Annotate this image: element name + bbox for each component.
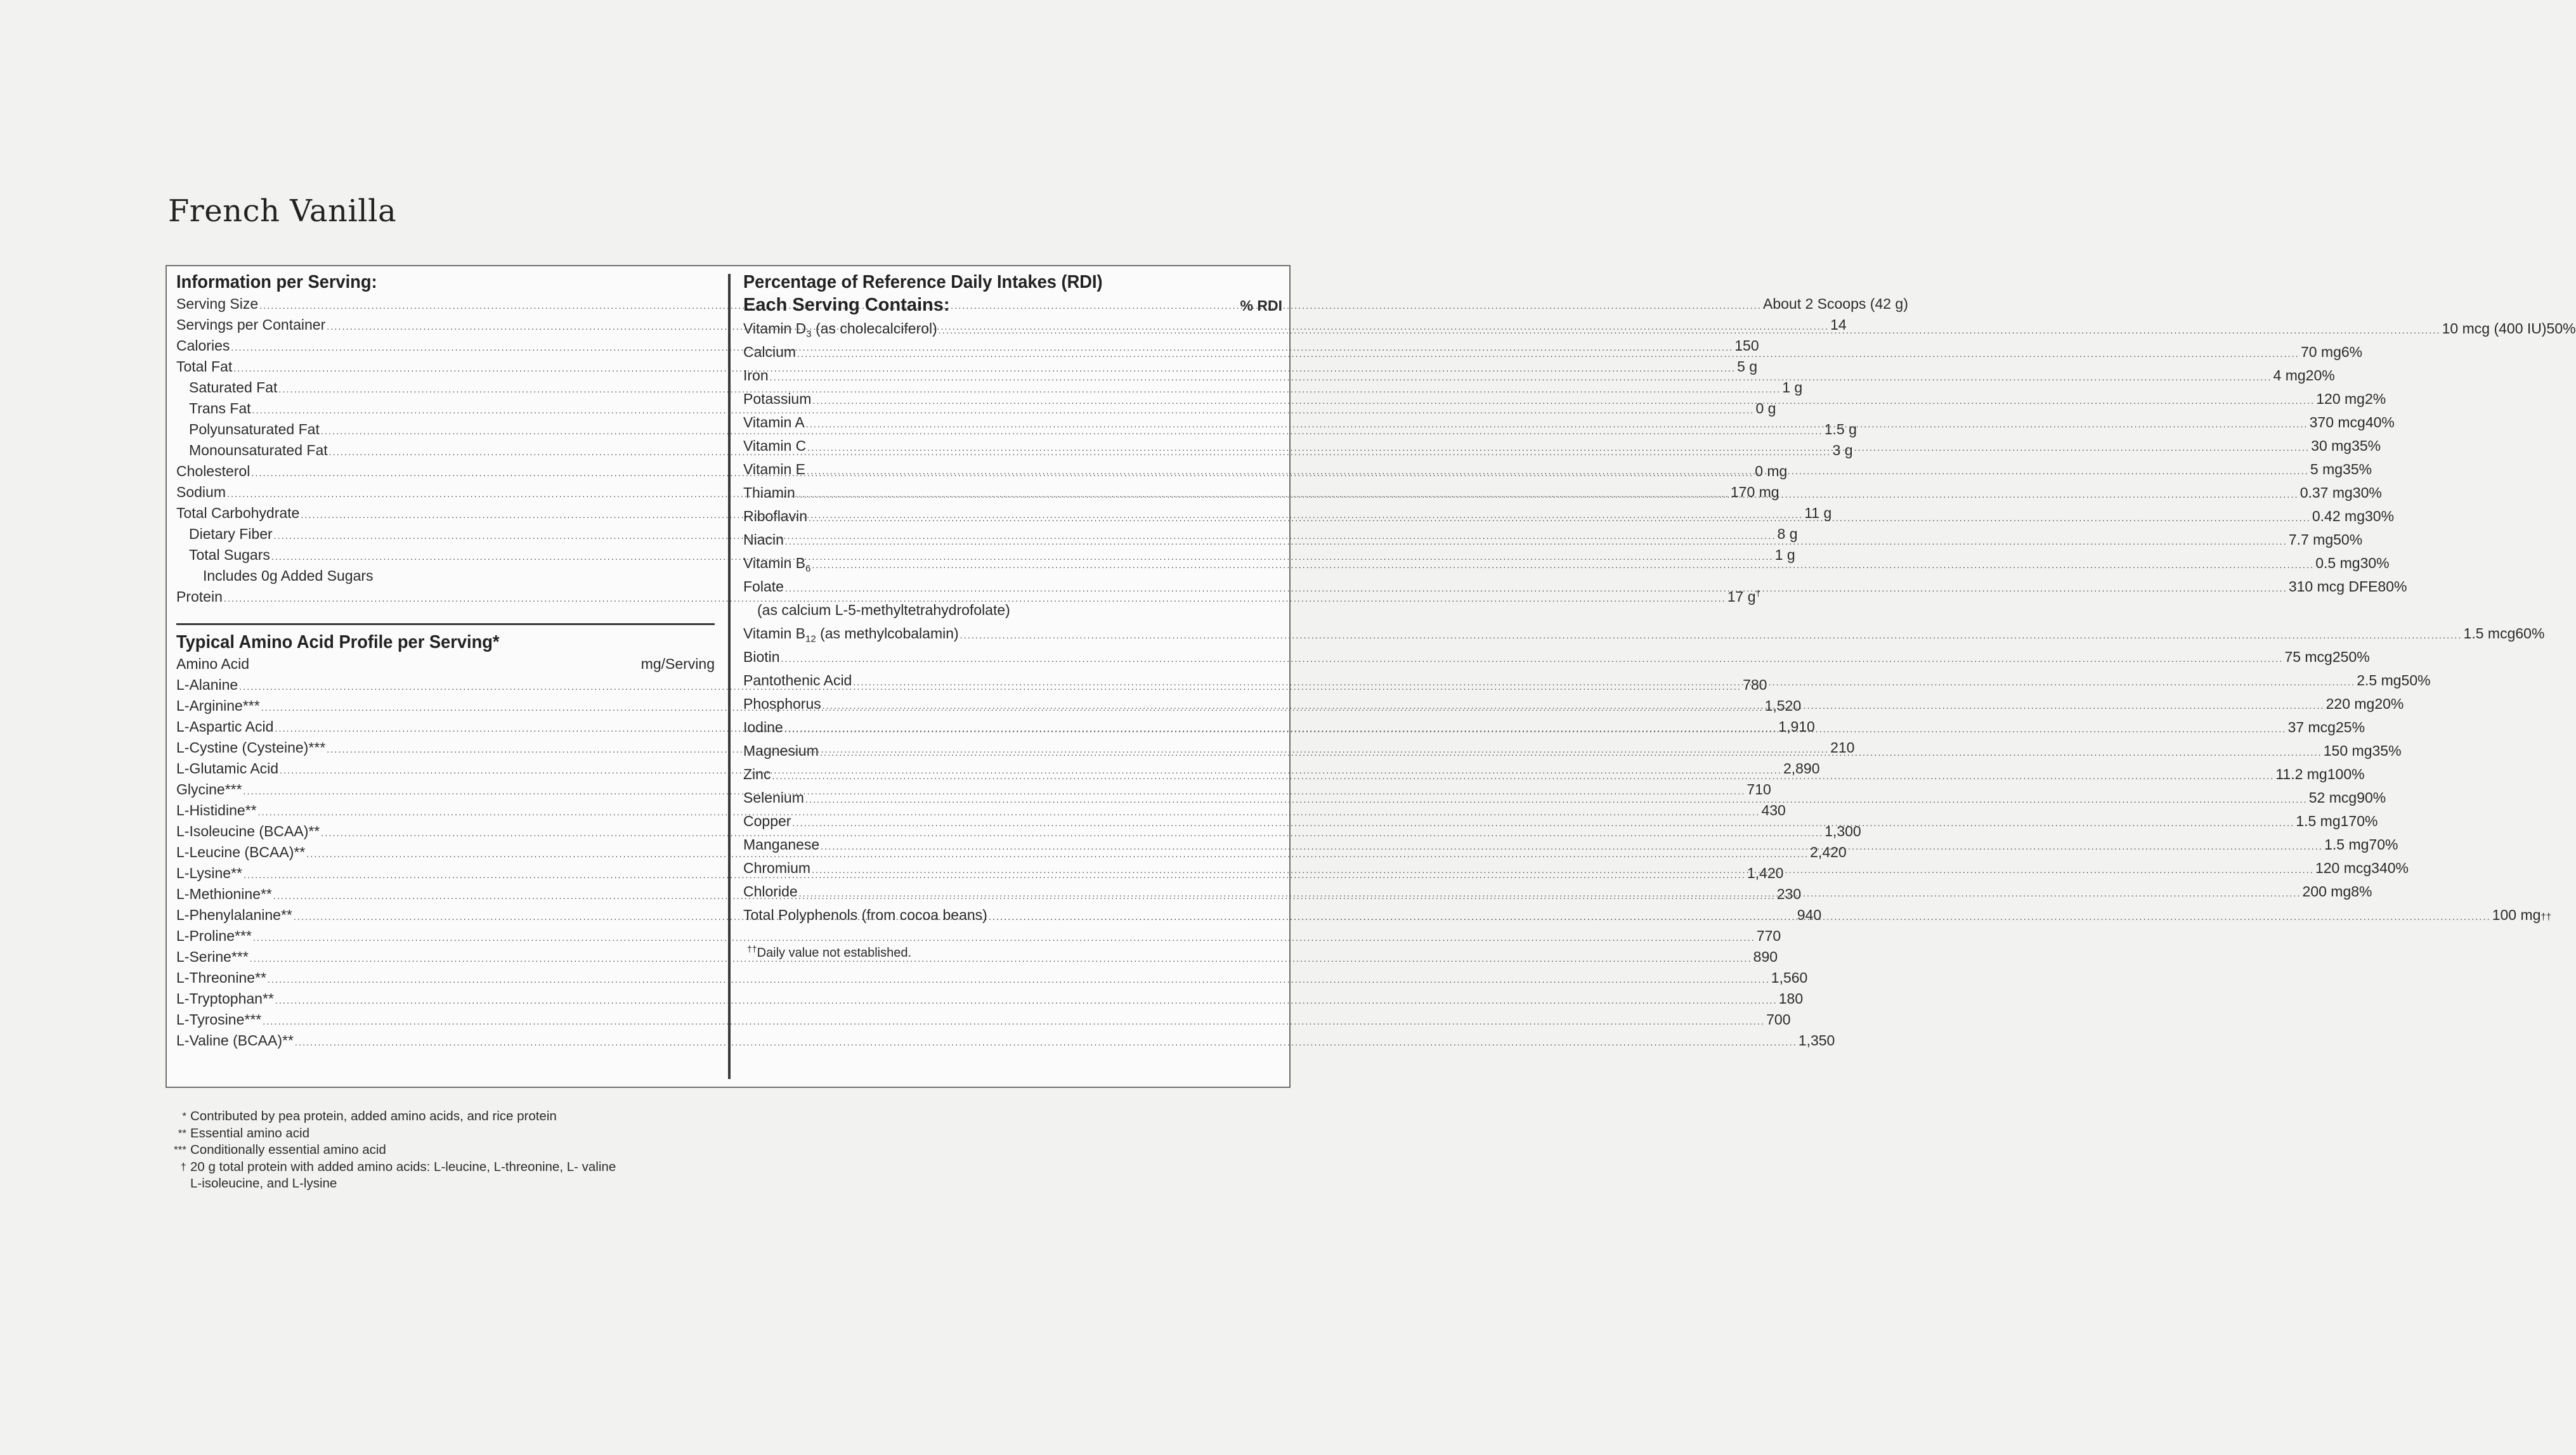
row-value: 170 mg	[1730, 484, 1779, 500]
rdi-main	[743, 857, 2371, 882]
rdi-main	[743, 552, 2360, 577]
rdi-percent: ††	[2540, 912, 2552, 922]
amino-label: L-Methionine**	[176, 886, 272, 902]
row-value: 3 g	[1832, 442, 1853, 458]
footnote-text: 20 g total protein with added amino acids: L-leucine, L-threonine, L- valine	[190, 1159, 616, 1174]
nutrient-label	[743, 786, 804, 810]
amino-label: L-Glutamic Acid	[176, 760, 279, 777]
amino-label: L-Valine (BCAA)**	[176, 1032, 294, 1049]
amino-value: 1,520	[1764, 697, 1802, 714]
amino-value: 1,350	[1798, 1032, 1835, 1049]
footnote-text: Essential amino acid	[190, 1125, 310, 1141]
rdi-main	[743, 387, 2365, 413]
amino-label: Glycine***	[176, 781, 242, 798]
rdi-percent: 70%	[2369, 836, 2398, 853]
dot-leader	[823, 694, 2325, 718]
dot-leader	[809, 507, 2311, 530]
footnote-text: Contributed by pea protein, added amino acids, and rice protein	[190, 1109, 557, 1123]
rdi-main	[743, 810, 2341, 835]
rdi-percent: 30%	[2352, 484, 2382, 501]
dot-leader	[797, 342, 2300, 366]
daily-value-note: ††Daily value not established.	[747, 943, 912, 960]
rdi-column-label: % RDI	[1240, 297, 1282, 314]
dot-leader	[785, 577, 2287, 600]
rdi-main	[743, 317, 2547, 342]
nutrient-name: Vitamin B	[743, 625, 806, 642]
nutrient-label	[743, 903, 987, 927]
dot-leader	[820, 741, 2322, 765]
nutrient-subscript: 6	[805, 563, 811, 574]
rdi-percent: 2%	[2364, 391, 2386, 407]
dot-leader	[812, 553, 2314, 577]
footnote	[170, 1125, 616, 1142]
rdi-percent: 340%	[2371, 860, 2409, 876]
nutrient-amount: 10 mcg (400 IU)	[2442, 320, 2547, 337]
nutrient-amount: 1.5 mg	[2324, 836, 2369, 853]
nutrient-label	[743, 622, 959, 645]
nutrient-amount: 150 mg	[2323, 742, 2372, 759]
nutrient-name: Phosphorus	[743, 695, 821, 712]
nutrient-label	[743, 505, 807, 528]
rdi-main	[743, 833, 2369, 858]
nutrient-label	[743, 692, 821, 716]
amino-label: L-Tryptophan**	[176, 990, 274, 1007]
amino-label: L-Leucine (BCAA)**	[176, 844, 306, 860]
nutrient-label	[743, 340, 796, 364]
nutrient-name: Pantothenic Acid	[743, 672, 852, 689]
amino-value: 770	[1756, 928, 1781, 944]
dot-leader	[295, 1032, 1797, 1053]
amino-value: 1,560	[1771, 969, 1808, 986]
nutrient-label	[743, 411, 805, 434]
dot-leader	[792, 812, 2294, 835]
dot-leader	[853, 671, 2355, 694]
row-label: Trans Fat	[189, 400, 251, 417]
row-label: Total Carbohydrate	[176, 505, 300, 521]
dot-leader	[275, 990, 1778, 1011]
nutrient-label	[743, 528, 784, 552]
amino-label: L-Proline***	[176, 928, 252, 944]
amino-col-value: mg/Serving	[641, 656, 715, 672]
nutrient-label	[743, 669, 852, 692]
nutrient-name: Selenium	[743, 789, 804, 806]
amino-value: 2,890	[1783, 760, 1820, 777]
amino-label: L-Arginine***	[176, 697, 260, 714]
nutrient-subscript: 3	[806, 328, 812, 340]
dot-leader	[812, 858, 2314, 882]
footnote-mark: *	[182, 1110, 186, 1122]
rdi-main	[743, 575, 2378, 600]
nutrient-amount: 5 mg	[2310, 461, 2343, 477]
rdi-percent: 6%	[2341, 344, 2363, 360]
amino-label: L-Isoleucine (BCAA)**	[176, 823, 320, 839]
rdi-row	[743, 622, 2545, 645]
double-dagger-mark: ††	[747, 943, 757, 954]
rdi-main	[743, 622, 2515, 647]
rdi-percent: 100%	[2327, 766, 2365, 782]
nutrient-amount: 100 mg	[2492, 907, 2541, 923]
rdi-main	[743, 458, 2343, 483]
rdi-percent: 30%	[2364, 508, 2395, 524]
dot-leader	[807, 460, 2309, 483]
nutrient-label	[743, 481, 795, 505]
rdi-main	[743, 692, 2374, 718]
rdi-percent: 60%	[2515, 625, 2545, 642]
dot-leader	[805, 788, 2308, 812]
amino-label: L-Serine***	[176, 948, 249, 965]
amino-column-header	[176, 654, 715, 675]
row-label: Protein	[176, 588, 223, 605]
nutrient-amount: 310 mcg DFE	[2288, 578, 2378, 595]
rdi-main	[743, 763, 2327, 788]
nutrient-name: Vitamin C	[743, 437, 807, 454]
nutrient-amount: 70 mg	[2300, 344, 2341, 360]
dagger-mark: †	[1755, 588, 1761, 598]
rdi-main	[743, 505, 2365, 530]
amino-row	[176, 1009, 1791, 1030]
nutrient-name: Calcium	[743, 344, 797, 360]
amino-col-label: Amino Acid	[176, 656, 250, 672]
rdi-main	[743, 786, 2357, 812]
footnote-mark: **	[178, 1127, 186, 1139]
nutrient-amount: 0.5 mg	[2315, 555, 2360, 571]
nutrient-name: Iron	[743, 367, 769, 384]
amino-value: 230	[1776, 886, 1802, 902]
amino-label: L-Lysine**	[176, 865, 242, 881]
dot-leader	[806, 413, 2308, 436]
nutrient-amount: 0.37 mg	[2300, 484, 2353, 501]
nutrient-amount: 7.7 mg	[2288, 531, 2334, 548]
product-title: French Vanilla	[168, 193, 397, 229]
rdi-main	[743, 340, 2341, 366]
info-heading: Information per Serving:	[176, 272, 377, 292]
rdi-main	[743, 481, 2353, 507]
dot-leader	[784, 718, 2287, 741]
row-value: 11 g	[1804, 505, 1832, 521]
rdi-main	[743, 434, 2352, 460]
nutrient-label	[743, 387, 811, 411]
nutrient-subscript: 12	[805, 633, 816, 645]
nutrient-label	[743, 763, 771, 786]
nutrient-name: Vitamin B	[743, 555, 806, 571]
nutrient-amount: 52 mcg	[2308, 789, 2357, 806]
nutrient-name: Riboflavin	[743, 508, 807, 524]
dot-leader	[821, 835, 2323, 858]
row-label: Saturated Fat	[189, 379, 278, 396]
rdi-percent: 35%	[2343, 461, 2372, 477]
supplement-facts-panel	[166, 265, 2576, 1088]
rdi-percent: 40%	[2365, 414, 2395, 430]
nutrient-label	[743, 645, 780, 669]
amino-value: 890	[1753, 948, 1778, 965]
rdi-percent: 8%	[2351, 883, 2372, 900]
rdi-main	[743, 716, 2336, 741]
amino-label: L-Histidine**	[176, 802, 257, 818]
dot-leader	[989, 905, 2491, 929]
rdi-percent: 50%	[2401, 672, 2431, 689]
added-sugars-note: Includes 0g Added Sugars	[203, 567, 374, 584]
row-value: 1 g	[1774, 546, 1795, 563]
dot-leader	[781, 647, 2284, 671]
nutrient-amount: 220 mg	[2326, 695, 2375, 712]
nutrient-name: Chloride	[743, 883, 798, 900]
row-value: 150	[1734, 337, 1759, 354]
rdi-percent: 80%	[2378, 578, 2407, 595]
dot-leader	[770, 366, 2272, 389]
dot-leader	[797, 483, 2299, 507]
dot-leader	[772, 765, 2274, 788]
nutrient-amount: 370 mcg	[2309, 414, 2365, 430]
rdi-percent: 20%	[2305, 367, 2335, 384]
rdi-main	[743, 528, 2333, 553]
amino-value: 1,300	[1825, 823, 1861, 839]
nutrient-form: (as methylcobalamin)	[816, 625, 959, 642]
nutrient-amount: 2.5 mg	[2357, 672, 2402, 689]
nutrient-name: Zinc	[743, 766, 771, 782]
dot-leader	[785, 530, 2287, 553]
nutrient-form: (as cholecalciferol)	[811, 320, 937, 337]
row-value: 5 g	[1737, 358, 1758, 375]
amino-value: 2,420	[1810, 844, 1847, 860]
nutrient-name: Vitamin E	[743, 461, 806, 477]
nutrient-name: Potassium	[743, 391, 812, 407]
row-value: 1 g	[1782, 379, 1803, 396]
dot-leader	[812, 389, 2315, 413]
row-value: 1.5 g	[1824, 421, 1857, 437]
amino-row	[176, 967, 1808, 988]
nutrient-name: Manganese	[743, 836, 820, 853]
footnotes	[170, 1108, 616, 1193]
footnote-list	[170, 1108, 616, 1175]
rdi-main	[743, 739, 2372, 765]
amino-value: 710	[1747, 781, 1771, 798]
nutrient-label	[743, 434, 806, 458]
nutrient-label	[743, 880, 798, 903]
row-value: 0 mg	[1755, 463, 1788, 479]
info-row	[176, 377, 1803, 398]
dot-leader	[939, 319, 2441, 342]
amino-value: 780	[1743, 676, 1767, 693]
nutrient-name: Magnesium	[743, 742, 819, 759]
nutrient-label	[743, 833, 819, 857]
nutrient-amount: 4 mg	[2273, 367, 2306, 384]
row-value: 8 g	[1777, 526, 1798, 542]
row-label: Polyunsaturated Fat	[189, 421, 320, 437]
rdi-main	[743, 669, 2402, 694]
row-label: Serving Size	[176, 295, 259, 312]
dot-leader	[263, 1011, 1765, 1032]
footnote	[170, 1142, 616, 1159]
nutrient-label	[743, 716, 783, 739]
rdi-percent: 35%	[2372, 742, 2402, 759]
folate-note: (as calcium L-5-methyltetrahydrofolate)	[757, 602, 1010, 618]
rdi-heading: Percentage of Reference Daily Intakes (RDI)	[743, 272, 1103, 292]
nutrient-name: Iodine	[743, 719, 783, 735]
rdi-percent: 90%	[2357, 789, 2386, 806]
nutrient-amount: 1.5 mcg	[2463, 625, 2516, 642]
row-label: Total Fat	[176, 358, 233, 375]
amino-value: 1,910	[1778, 718, 1815, 735]
amino-row	[176, 1030, 1835, 1051]
rdi-main	[743, 645, 2332, 671]
amino-label: L-Aspartic Acid	[176, 718, 274, 735]
rdi-percent: 50%	[2546, 320, 2576, 337]
rdi-row	[743, 645, 2370, 669]
rdi-percent: 35%	[2352, 437, 2381, 454]
section-separator	[176, 623, 715, 625]
row-value: 14	[1830, 316, 1847, 333]
nutrient-label	[743, 364, 769, 387]
nutrient-label	[743, 739, 819, 763]
rdi-main	[743, 411, 2365, 436]
rdi-percent: 20%	[2374, 695, 2404, 712]
nutrient-label	[743, 458, 805, 481]
amino-label: L-Tyrosine***	[176, 1011, 262, 1028]
nutrient-name: Vitamin D	[743, 320, 807, 337]
dot-leader	[807, 436, 2310, 460]
nutrient-label	[743, 575, 784, 598]
amino-heading: Typical Amino Acid Profile per Serving*	[176, 632, 500, 652]
footnote-mark: ***	[174, 1144, 186, 1156]
amino-label: L-Alanine	[176, 676, 238, 693]
amino-value: 940	[1797, 907, 1822, 923]
dot-leader	[799, 882, 2301, 905]
nutrient-name: Copper	[743, 813, 791, 829]
nutrient-name: Vitamin A	[743, 414, 805, 430]
footnote	[170, 1159, 616, 1176]
nutrient-amount: 120 mcg	[2315, 860, 2372, 876]
nutrient-name: Niacin	[743, 531, 784, 548]
row-label: Dietary Fiber	[189, 526, 273, 542]
nutrient-label	[743, 810, 791, 833]
nutrient-name: Folate	[743, 578, 784, 595]
row-label: Sodium	[176, 484, 226, 500]
rdi-percent: 30%	[2360, 555, 2390, 571]
nutrient-name: Chromium	[743, 860, 811, 876]
amino-row	[176, 926, 1781, 947]
nutrient-amount: 200 mg	[2302, 883, 2352, 900]
rdi-percent: 170%	[2340, 813, 2378, 829]
row-value: 0 g	[1755, 400, 1776, 417]
nutrient-amount: 37 mcg	[2287, 719, 2336, 735]
nutrient-amount: 0.42 mg	[2312, 508, 2365, 524]
amino-label: L-Phenylalanine**	[176, 907, 292, 923]
nutrient-amount: 120 mg	[2316, 391, 2365, 407]
row-value: About 2 Scoops (42 g)	[1763, 295, 1908, 312]
row-label: Cholesterol	[176, 463, 250, 479]
amino-label: L-Cystine (Cysteine)***	[176, 739, 326, 756]
amino-value: 1,420	[1747, 865, 1784, 881]
rdi-percent: 50%	[2333, 531, 2363, 548]
footnote-continuation: L-isoleucine, and L-lysine	[190, 1176, 337, 1191]
rdi-main	[743, 880, 2351, 905]
nutrient-label	[743, 552, 810, 575]
nutrient-name: Thiamin	[743, 484, 795, 501]
nutrient-label	[743, 317, 937, 340]
dot-leader	[268, 969, 1770, 990]
amino-value: 700	[1766, 1011, 1791, 1028]
footnote-text: Conditionally essential amino acid	[190, 1142, 386, 1157]
rdi-main	[743, 903, 2540, 929]
nutrient-name: Biotin	[743, 649, 780, 665]
row-label: Servings per Container	[176, 316, 326, 333]
amino-row	[176, 988, 1804, 1009]
rdi-subheader	[743, 294, 1282, 317]
rdi-main	[743, 364, 2306, 389]
row-label: Monounsaturated Fat	[189, 442, 328, 458]
row-label: Calories	[176, 337, 230, 354]
each-serving-heading: Each Serving Contains:	[743, 295, 950, 315]
footnote	[170, 1108, 616, 1125]
amino-value: 430	[1761, 802, 1786, 818]
row-value: 17 g†	[1727, 588, 1761, 605]
nutrient-amount: 1.5 mg	[2296, 813, 2341, 829]
dot-leader	[960, 624, 2462, 647]
nutrient-name: Total Polyphenols (from cocoa beans)	[743, 907, 987, 923]
amino-label: L-Threonine**	[176, 969, 266, 986]
amino-value: 210	[1830, 739, 1855, 756]
rdi-percent: 250%	[2332, 649, 2370, 665]
nutrient-amount: 11.2 mg	[2275, 766, 2327, 782]
footnote-mark: †	[180, 1160, 186, 1173]
nutrient-amount: 75 mcg	[2284, 649, 2332, 665]
nutrient-amount: 30 mg	[2311, 437, 2352, 454]
amino-value: 180	[1778, 990, 1804, 1007]
row-label: Total Sugars	[189, 546, 270, 563]
rdi-percent: 25%	[2335, 719, 2365, 735]
nutrient-label	[743, 857, 810, 880]
